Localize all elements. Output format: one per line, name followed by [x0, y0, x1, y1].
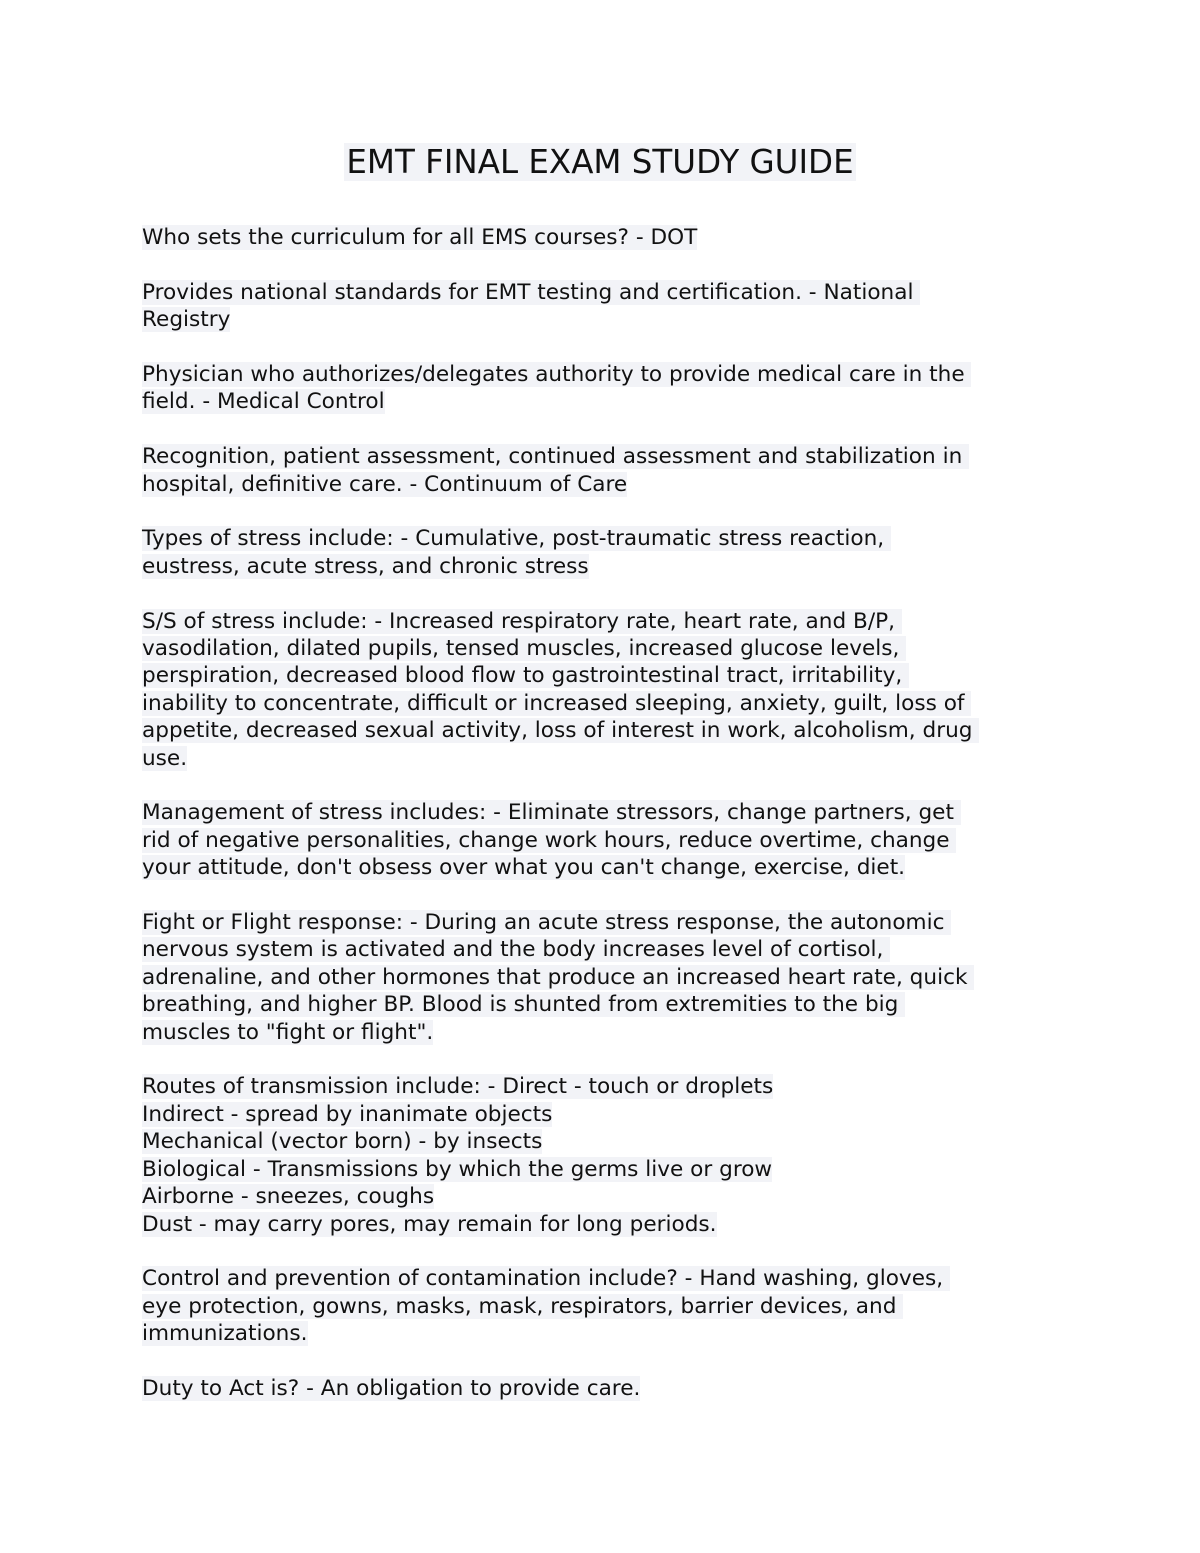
entry-line-text: Mechanical (vector born) - by insects: [142, 1129, 543, 1155]
entry-line-text: Control and prevention of contamination include? - Hand washing, gloves,: [142, 1266, 950, 1292]
entry-line: [142, 224, 1062, 251]
entry-line-text: Recognition, patient assessment, continued assessment and stabilization in: [142, 444, 970, 470]
entry-line: [142, 1183, 1062, 1210]
entry-line: [142, 1375, 1062, 1402]
entry-line: [142, 1265, 1062, 1292]
entry-line: [142, 936, 1062, 963]
entry-line-text: adrenaline, and other hormones that produce an increased heart rate, quick: [142, 964, 975, 990]
entry-line-text: Who sets the curriculum for all EMS courses? - DOT: [142, 225, 698, 250]
entry-line-text: Dust - may carry pores, may remain for long periods.: [142, 1211, 717, 1237]
entry-line: [142, 443, 1062, 470]
entry-line-text: Duty to Act is? - An obligation to provide care.: [142, 1375, 641, 1401]
entry-line: [142, 1128, 1062, 1155]
entry-line-text: eye protection, gowns, masks, mask, respirators, barrier devices, and: [142, 1293, 904, 1319]
entry-line: [142, 306, 1062, 333]
entry-line-text: rid of negative personalities, change work hours, reduce overtime, change: [142, 827, 957, 853]
entry-line-text: your attitude, don't obsess over what you can't change, exercise, diet.: [142, 855, 906, 881]
entry-line: [142, 1211, 1062, 1238]
qa-entry: [142, 799, 1062, 881]
entry-line-text: eustress, acute stress, and chronic stress: [142, 553, 589, 579]
entry-line: [142, 799, 1062, 826]
entry-line: [142, 1073, 1062, 1100]
qa-entry: [142, 1375, 1062, 1402]
entry-line-text: vasodilation, dilated pupils, tensed muscles, increased glucose levels,: [142, 636, 907, 662]
entry-line-text: Provides national standards for EMT testing and certification. - National: [142, 279, 921, 305]
entry-line: [142, 964, 1062, 991]
entry-line-text: perspiration, decreased blood flow to gastrointestinal tract, irritability,: [142, 663, 910, 689]
entry-line-text: nervous system is activated and the body increases level of cortisol,: [142, 937, 891, 963]
entry-line: [142, 525, 1062, 552]
qa-entry: [142, 443, 1062, 498]
entry-line: [142, 361, 1062, 388]
entry-line: [142, 1293, 1062, 1320]
entry-line: [142, 388, 1062, 415]
qa-entry: [142, 279, 1062, 334]
entry-line: [142, 745, 1062, 772]
entry-line-text: Fight or Flight response: - During an acute stress response, the autonomic: [142, 910, 952, 936]
entry-line: [142, 1019, 1062, 1046]
entry-line-text: muscles to "fight or flight".: [142, 1019, 434, 1045]
entry-line: [142, 717, 1062, 744]
entry-line-text: Biological - Transmissions by which the germs live or grow: [142, 1156, 773, 1182]
entry-line-text: S/S of stress include: - Increased respiratory rate, heart rate, and B/P,: [142, 608, 902, 634]
entry-line-text: immunizations.: [142, 1321, 308, 1347]
entry-line: [142, 690, 1062, 717]
qa-entry: [142, 361, 1062, 416]
qa-entry: [142, 608, 1062, 772]
entry-line-text: Indirect - spread by inanimate objects: [142, 1101, 553, 1127]
entry-line: [142, 553, 1062, 580]
study-guide-content: [142, 224, 1062, 1430]
entry-line-text: Management of stress includes: - Eliminate stressors, change partners, get: [142, 800, 961, 826]
entry-line-text: field. - Medical Control: [142, 389, 385, 415]
entry-line: [142, 635, 1062, 662]
entry-line-text: breathing, and higher BP. Blood is shunted from extremities to the big: [142, 992, 906, 1018]
entry-line: [142, 1156, 1062, 1183]
entry-line: [142, 662, 1062, 689]
qa-entry: [142, 909, 1062, 1046]
entry-line: [142, 1320, 1062, 1347]
qa-entry: [142, 224, 1062, 251]
entry-line-text: inability to concentrate, difficult or increased sleeping, anxiety, guilt, loss of: [142, 690, 972, 716]
entry-line-text: appetite, decreased sexual activity, loss of interest in work, alcoholism, drug: [142, 718, 980, 744]
entry-line: [142, 909, 1062, 936]
qa-entry: [142, 525, 1062, 580]
entry-line: [142, 471, 1062, 498]
qa-entry: [142, 1073, 1062, 1237]
entry-line-text: Registry: [142, 307, 231, 333]
entry-line-text: hospital, definitive care. - Continuum of Care: [142, 471, 628, 497]
document-title-text: EMT FINAL EXAM STUDY GUIDE: [346, 143, 854, 181]
entry-line: [142, 1101, 1062, 1128]
entry-line: [142, 854, 1062, 881]
document-title: [0, 140, 1200, 184]
entry-line: [142, 608, 1062, 635]
entry-line: [142, 991, 1062, 1018]
entry-line: [142, 827, 1062, 854]
entry-line-text: use.: [142, 745, 188, 771]
qa-entry: [142, 1265, 1062, 1347]
entry-line-text: Types of stress include: - Cumulative, post-traumatic stress reaction,: [142, 526, 891, 552]
entry-line-text: Physician who authorizes/delegates authority to provide medical care in the: [142, 362, 972, 387]
entry-line-text: Routes of transmission include: - Direct - touch or droplets: [142, 1074, 774, 1100]
entry-line-text: Airborne - sneezes, coughs: [142, 1184, 435, 1210]
entry-line: [142, 279, 1062, 306]
